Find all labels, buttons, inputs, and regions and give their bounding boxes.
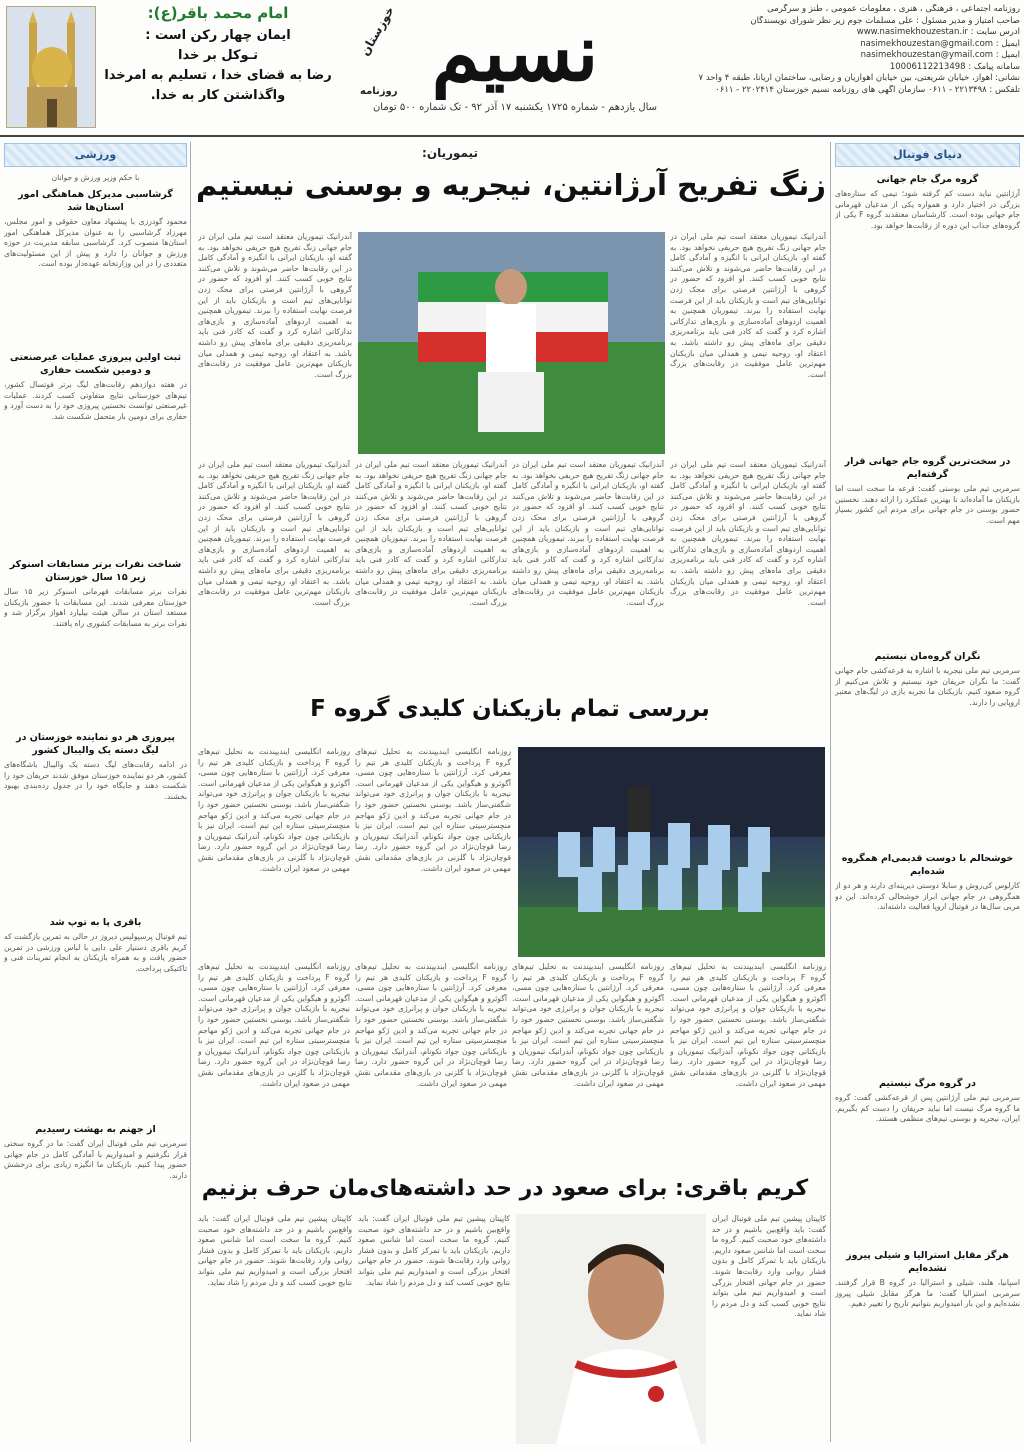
newspaper-logo: نسیم <box>431 8 599 99</box>
article-body: اسپانیا، هلند، شیلی و استرالیا در گروه B قرار گرفتند. سرمربی استرالیا گفت: ما هرگز مقابل شیلی پیروز نشده‌ایم و این بار امیدواریم بتوانیم تاریخ را تغییر دهیم. <box>835 1278 1020 1309</box>
argentina-team-photo <box>518 747 825 957</box>
info-line: آدرس سایت : www.nasimekhouzestan.ir <box>856 27 1020 37</box>
quote-line: واگذاشتن کار به خدا. <box>150 88 286 103</box>
logo-prefix: روزنامه <box>360 86 398 97</box>
article-headline: در گروه مرگ نیستیم <box>878 1078 977 1089</box>
main-kicker: تیموریان: <box>422 146 478 160</box>
world-football-header: دنیای فوتبال <box>835 143 1020 167</box>
group-f-body-col-5: روزنامه انگلیسی ایندیپندنت به تحلیل تیم‌های گروه F پرداخت و بازیکنان کلیدی هر تیم را معرفی کرد. آرژانتین با ستاره‌هایی چون مسی، آگوئرو و هیگواین یکی از مدعیان قهرمانی است. نیجریه با بازیکنان جوان و پرانرژی خود می‌تواند شگفتی‌ساز باشد. بوسنی نخستین حضور خود را در جام جهانی تجربه می‌کند و ادین ژکو مهاجم منچسترسیتی ستاره این تیم است. ایران نیز با بازیکنانی چون جواد نکونام، آندرانیک تیموریان و رضا قوچان‌نژاد در این گروه حضور دارد. رضا قوچان‌نژاد با گلزنی در بازی‌های مقدماتی نقش مهمی در صعود ایران داشت. <box>355 962 507 1088</box>
group-f-headline: بررسی تمام بازیکنان کلیدی گروه F <box>310 696 710 722</box>
article-body: آرژانتین نباید دست کم گرفته شود؛ تیمی که ستاره‌های بزرگی در اختیار دارد و همواره یکی از مدعیان قهرمانی جام جهانی بوده است. کارشناسان معتقدند گروه F یکی از گروه‌های جذاب این دوره از رقابت‌ها خواهد بود. <box>835 189 1020 230</box>
article-headline: باقری پا به توپ شد <box>49 917 142 928</box>
bagheri-body-col-2: کاپیتان پیشین تیم ملی فوتبال ایران گفت: باید واقع‌بین باشیم و در حد داشته‌های خود صحبت کنیم. گروه ما سخت است اما شانس صعود داریم. بازیکنان باید با تمرکز کامل و بدون فشار روانی وارد رقابت‌ها شوند. حضور در جام جهانی افتخار بزرگی است و امیدواریم تیم ملی بتواند نتایج خوبی کسب کند و دل مردم را شاد نماید. <box>358 1214 510 1287</box>
karim-bagheri-photo <box>516 1214 706 1444</box>
main-body-col-4: آندرانیک تیموریان معتقد است تیم ملی ایران در جام جهانی زنگ تفریح هیچ حریفی نخواهد بود. به گفته او، بازیکنان ایرانی با انگیزه و آمادگی کامل در این رقابت‌ها حاضر می‌شوند و تلاش می‌کنند نتایج خوبی کسب کنند. او افزود که حضور در گروهی با آرژانتین فرصتی برای محک زدن توانایی‌های تیم است و بازیکنان باید از این فرصت نهایت استفاده را ببرند. تیموریان همچنین به اهمیت اردوهای آماده‌سازی و بازی‌های تدارکاتی اشاره کرد و گفت که کادر فنی باید برنامه‌ریزی دقیقی برای ماه‌های پیش رو داشته باشد. به اعتقاد او، روحیه تیمی و همدلی میان بازیکنان مهم‌ترین عامل موفقیت در رقابت‌های بزرگ است. <box>512 460 664 607</box>
group-f-body-col-3: روزنامه انگلیسی ایندیپندنت به تحلیل تیم‌های گروه F پرداخت و بازیکنان کلیدی هر تیم را معرفی کرد. آرژانتین با ستاره‌هایی چون مسی، آگوئرو و هیگواین یکی از مدعیان قهرمانی است. نیجریه با بازیکنان جوان و پرانرژی خود می‌تواند شگفتی‌ساز باشد. بوسنی نخستین حضور خود را در جام جهانی تجربه می‌کند و ادین ژکو مهاجم منچسترسیتی ستاره این تیم است. ایران نیز با بازیکنانی چون جواد نکونام، آندرانیک تیموریان و رضا قوچان‌نژاد در این گروه حضور دارد. رضا قوچان‌نژاد با گلزنی در بازی‌های مقدماتی نقش مهمی در صعود ایران داشت. <box>670 962 826 1088</box>
main-body-col-5: آندرانیک تیموریان معتقد است تیم ملی ایران در جام جهانی زنگ تفریح هیچ حریفی نخواهد بود. به گفته او، بازیکنان ایرانی با انگیزه و آمادگی کامل در این رقابت‌ها حاضر می‌شوند و تلاش می‌کنند نتایج خوبی کسب کنند. او افزود که حضور در گروهی با آرژانتین فرصتی برای محک زدن توانایی‌های تیم است و بازیکنان باید از این فرصت نهایت استفاده را ببرند. تیموریان همچنین به اهمیت اردوهای آماده‌سازی و بازی‌های تدارکاتی اشاره کرد و گفت که کادر فنی باید برنامه‌ریزی دقیقی برای ماه‌های پیش رو داشته باشد. به اعتقاد او، روحیه تیمی و همدلی میان بازیکنان مهم‌ترین عامل موفقیت در رقابت‌های بزرگ است. <box>355 460 507 607</box>
article-body: سرمربی تیم ملی آرژانتین پس از قرعه‌کشی گفت: گروه ما گروه مرگ نیست اما نباید حریفان را دست کم بگیریم. ایران، نیجریه و بوسنی تیم‌های منظمی هستند. <box>835 1093 1020 1124</box>
article-headline: گروه مرگ جام جهانی <box>876 174 979 185</box>
sports-column-header: ورزشی <box>4 143 187 167</box>
shrine-image <box>6 6 96 128</box>
article-body: در ادامه رقابت‌های لیگ دسته یک والیبال باشگاه‌های کشور، هر دو نماینده خوزستان موفق شدند حریفان خود را شکست دهند و جایگاه خود را در جدول رده‌بندی بهبود بخشند. <box>4 760 187 801</box>
article-headline: هرگز مقابل استرالیا و شیلی پیروز نشده‌ایم <box>846 1250 1009 1274</box>
quote-title: امام محمد باقر(ع): <box>147 4 289 22</box>
bagheri-body-col-3: کاپیتان پیشین تیم ملی فوتبال ایران گفت: باید واقع‌بین باشیم و در حد داشته‌های خود صحبت کنیم. گروه ما سخت است اما شانس صعود داریم. بازیکنان باید با تمرکز کامل و بدون فشار روانی وارد رقابت‌ها شوند. حضور در جام جهانی افتخار بزرگی است و امیدواریم تیم ملی بتواند نتایج خوبی کسب کند و دل مردم را شاد نماید. <box>198 1214 352 1287</box>
quote-box <box>100 4 336 130</box>
info-line: نشانی: اهواز، خیابان شریعتی، بین خیابان اهوازیان و رضایی، ساختمان آریانا، طبقه ۴ واحد ۷ <box>698 73 1020 83</box>
world-football-column <box>835 143 1020 1443</box>
bagheri-headline: کریم باقری: برای صعود در حد داشته‌های‌مان حرف بزنیم <box>201 1176 809 1201</box>
article-headline: گرشاسبی مدیرکل هماهنگی امور استان‌ها شد <box>18 189 173 213</box>
article-headline: شناخت نفرات برتر مسابقات اسنوکر زیر ۱۵ سال خوزستان <box>9 559 182 583</box>
publisher-info <box>690 4 1020 96</box>
quote-line: تـوکل بر خدا <box>178 48 258 63</box>
article-headline: نگران گروه‌مان نیستیم <box>874 651 981 662</box>
bagheri-body-col-1: کاپیتان پیشین تیم ملی فوتبال ایران گفت: باید واقع‌بین باشیم و در حد داشته‌های خود صحبت کنیم. گروه ما سخت است اما شانس صعود داریم. بازیکنان باید با تمرکز کامل و بدون فشار روانی وارد رقابت‌ها شوند. حضور در جام جهانی افتخار بزرگی است و امیدواریم تیم ملی بتواند نتایج خوبی کسب کند و دل مردم را شاد نماید. <box>712 1214 826 1319</box>
article-headline: از جهنم به بهشت رسیدیم <box>35 1124 156 1135</box>
article-headline: پیروزی هر دو نماینده خوزستان در لیگ دسته یک والیبال کشور <box>16 732 175 756</box>
article-body: نفرات برتر مسابقات قهرمانی اسنوکر زیر ۱۵ سال خوزستان معرفی شدند. این مسابقات با حضور بازیکنان مستعد استان در سالن هیئت بیلیارد اهواز برگزار شد و نفرات برتر به مسابقات کشوری راه یافتند. <box>4 587 187 628</box>
quote-line: رضا به قضای خدا ، تسلیم به امرخدا <box>104 68 332 83</box>
main-body-col-3: آندرانیک تیموریان معتقد است تیم ملی ایران در جام جهانی زنگ تفریح هیچ حریفی نخواهد بود. به گفته او، بازیکنان ایرانی با انگیزه و آمادگی کامل در این رقابت‌ها حاضر می‌شوند و تلاش می‌کنند نتایج خوبی کسب کنند. او افزود که حضور در گروهی با آرژانتین فرصتی برای محک زدن توانایی‌های تیم است و بازیکنان باید از این فرصت نهایت استفاده را ببرند. تیموریان همچنین به اهمیت اردوهای آماده‌سازی و بازی‌های تدارکاتی اشاره کرد و گفت که کادر فنی باید برنامه‌ریزی دقیقی برای ماه‌های پیش رو داشته باشد. به اعتقاد او، روحیه تیمی و همدلی میان بازیکنان مهم‌ترین عامل موفقیت در رقابت‌های بزرگ است. <box>670 460 826 607</box>
article-headline: خوشحالم با دوست قدیمی‌ام همگروه شده‌ایم <box>841 853 1014 877</box>
article-headline: در سخت‌ترین گروه جام جهانی قرار گرفته‌ایم <box>844 456 1011 480</box>
article-body: در هفته دوازدهم رقابت‌های لیگ برتر فوتسال کشور، تیم‌های خوزستانی نتایج متفاوتی کسب کردند. عملیات غیرصنعتی توانست نخستین پیروزی خود را به دست آورد و حفاری برای دومین بار متحمل شکست شد. <box>4 380 187 421</box>
column-divider <box>190 142 191 1442</box>
masthead <box>0 0 1024 137</box>
main-body-col-2: آندرانیک تیموریان معتقد است تیم ملی ایران در جام جهانی زنگ تفریح هیچ حریفی نخواهد بود. به گفته او، بازیکنان ایرانی با انگیزه و آمادگی کامل در این رقابت‌ها حاضر می‌شوند و تلاش می‌کنند نتایج خوبی کسب کنند. او افزود که حضور در گروهی با آرژانتین فرصتی برای محک زدن توانایی‌های تیم است و بازیکنان باید از این فرصت نهایت استفاده را ببرند. تیموریان همچنین به اهمیت اردوهای آماده‌سازی و بازی‌های تدارکاتی اشاره کرد و گفت که کادر فنی باید برنامه‌ریزی دقیقی برای ماه‌های پیش رو داشته باشد. به اعتقاد او، روحیه تیمی و همدلی میان بازیکنان مهم‌ترین عامل موفقیت در رقابت‌های بزرگ است. <box>198 232 352 379</box>
article-body: سرمربی تیم ملی بوسنی گفت: قرعه ما سخت است اما بازیکنان ما آماده‌اند تا بهترین عملکرد را ارائه دهند. نخستین حضور بوسنی در جام جهانی برای مردم این کشور بسیار مهم است. <box>835 484 1020 525</box>
group-f-body-col-1: روزنامه انگلیسی ایندیپندنت به تحلیل تیم‌های گروه F پرداخت و بازیکنان کلیدی هر تیم را معرفی کرد. آرژانتین با ستاره‌هایی چون مسی، آگوئرو و هیگواین یکی از مدعیان قهرمانی است. نیجریه با بازیکنان جوان و پرانرژی خود می‌تواند شگفتی‌ساز باشد. بوسنی نخستین حضور خود را در جام جهانی تجربه می‌کند و ادین ژکو مهاجم منچسترسیتی ستاره این تیم است. ایران نیز با بازیکنانی چون جواد نکونام، آندرانیک تیموریان و رضا قوچان‌نژاد در این گروه حضور دارد. رضا قوچان‌نژاد با گلزنی در بازی‌های مقدماتی نقش مهمی در صعود ایران داشت. <box>355 747 511 873</box>
article-body: تیم فوتبال پرسپولیس دیروز در حالی به تمرین بازگشت که کریم باقری دستیار علی دایی با لباس ورزشی در تمرین حضور یافت و به همراه بازیکنان به انجام تمرینات فنی و تاکتیکی پرداخت. <box>4 932 187 973</box>
main-photo-player-with-flag <box>358 232 665 454</box>
group-f-body-col-2: روزنامه انگلیسی ایندیپندنت به تحلیل تیم‌های گروه F پرداخت و بازیکنان کلیدی هر تیم را معرفی کرد. آرژانتین با ستاره‌هایی چون مسی، آگوئرو و هیگواین یکی از مدعیان قهرمانی است. نیجریه با بازیکنان جوان و پرانرژی خود می‌تواند شگفتی‌ساز باشد. بوسنی نخستین حضور خود را در جام جهانی تجربه می‌کند و ادین ژکو مهاجم منچسترسیتی ستاره این تیم است. ایران نیز با بازیکنانی چون جواد نکونام، آندرانیک تیموریان و رضا قوچان‌نژاد در این گروه حضور دارد. رضا قوچان‌نژاد با گلزنی در بازی‌های مقدماتی نقش مهمی در صعود ایران داشت. <box>198 747 350 873</box>
info-line: صاحب امتیاز و مدیر مسئول : علی مسلمات جوم زیر نظر شورای نویسندگان <box>750 15 1020 26</box>
info-line: ایمیل : nasimekhouzestan@ymail.com <box>860 50 1020 60</box>
article-body: کارلوس کی‌روش و سابلا دوستی دیرینه‌ای دارند و هر دو از همگروهی در جام جهانی ابراز خوشحالی کرده‌اند. این دو مربی سال‌ها در فوتبال اروپا فعالیت داشته‌اند. <box>835 881 1020 912</box>
group-f-body-col-6: روزنامه انگلیسی ایندیپندنت به تحلیل تیم‌های گروه F پرداخت و بازیکنان کلیدی هر تیم را معرفی کرد. آرژانتین با ستاره‌هایی چون مسی، آگوئرو و هیگواین یکی از مدعیان قهرمانی است. نیجریه با بازیکنان جوان و پرانرژی خود می‌تواند شگفتی‌ساز باشد. بوسنی نخستین حضور خود را در جام جهانی تجربه می‌کند و ادین ژکو مهاجم منچسترسیتی ستاره این تیم است. ایران نیز با بازیکنانی چون جواد نکونام، آندرانیک تیموریان و رضا قوچان‌نژاد در این گروه حضور دارد. رضا قوچان‌نژاد با گلزنی در بازی‌های مقدماتی نقش مهمی در صعود ایران داشت. <box>198 962 350 1088</box>
info-line: ایمیل : nasimekhouzestan@gmail.com <box>860 38 1020 49</box>
article-body: سرمربی تیم ملی نیجریه با اشاره به قرعه‌کشی جام جهانی گفت: ما نگران حریفان خود نیستیم و تلاش می‌کنیم از گروه صعود کنیم. بازیکنان ما تجربه بازی در لیگ‌های معتبر اروپایی را دارند. <box>835 666 1020 707</box>
logo-sub: خوزستان <box>357 3 397 59</box>
main-headline: زنگ تفریح آرژانتین، نیجریه و بوسنی نیستیم <box>196 168 826 202</box>
article-body: محمود گودرزی با پیشنهاد معاون حقوقی و امور مجلس، مهرزاد گرشاسبی را به عنوان مدیرکل هماهنگی امور استان‌ها منصوب کرد. گرشاسبی سابقه مدیریت در حوزه ورزش و جوانان را دارد و پیش از این مسئولیت‌های متعددی را در این وزارتخانه عهده‌دار بوده است. <box>4 217 187 269</box>
info-line: روزنامه اجتماعی ، فرهنگی ، هنری ، معلومات عمومی ، طنز و سرگرمی <box>767 4 1020 14</box>
main-body-col-6: آندرانیک تیموریان معتقد است تیم ملی ایران در جام جهانی زنگ تفریح هیچ حریفی نخواهد بود. به گفته او، بازیکنان ایرانی با انگیزه و آمادگی کامل در این رقابت‌ها حاضر می‌شوند و تلاش می‌کنند نتایج خوبی کسب کنند. او افزود که حضور در گروهی با آرژانتین فرصتی برای محک زدن توانایی‌های تیم است و بازیکنان باید از این فرصت نهایت استفاده را ببرند. تیموریان همچنین به اهمیت اردوهای آماده‌سازی و بازی‌های تدارکاتی اشاره کرد و گفت که کادر فنی باید برنامه‌ریزی دقیقی برای ماه‌های پیش رو داشته باشد. به اعتقاد او، روحیه تیمی و همدلی میان بازیکنان مهم‌ترین عامل موفقیت در رقابت‌های بزرگ است. <box>198 460 350 607</box>
info-line: تلفکس : ۲۲۱۳۴۹۸ - ۰۶۱۱ سازمان آگهی های روزنامه نسیم خوزستان ۲۲۰۲۴۱۴ - ۰۶۱۱ <box>715 84 1020 95</box>
column-divider <box>830 142 831 1442</box>
article-headline: ثبت اولین پیروزی عملیات غیرصنعتی و دومین شکست حفاری <box>9 352 182 376</box>
article-body: سرمربی تیم ملی فوتبال ایران گفت: ما در گروه سختی قرار نگرفتیم و امیدواریم با آمادگی کامل در جام جهانی حضور پیدا کنیم. بازیکنان ما انگیزه زیادی برای درخشش دارند. <box>4 1139 187 1180</box>
article-kicker: با حکم وزیر ورزش و جوانان <box>51 173 140 182</box>
issue-line: سال یازدهم - شماره ۱۷۲۵ یکشنبه ۱۷ آذر ۹۲ - تک شماره ۵۰۰ تومان <box>372 102 658 113</box>
main-body-col-1: آندرانیک تیموریان معتقد است تیم ملی ایران در جام جهانی زنگ تفریح هیچ حریفی نخواهد بود. به گفته او، بازیکنان ایرانی با انگیزه و آمادگی کامل در این رقابت‌ها حاضر می‌شوند و تلاش می‌کنند نتایج خوبی کسب کنند. او افزود که حضور در گروهی با آرژانتین فرصتی برای محک زدن توانایی‌های تیم است و بازیکنان باید از این فرصت نهایت استفاده را ببرند. تیموریان همچنین به اهمیت اردوهای آماده‌سازی و بازی‌های تدارکاتی اشاره کرد و گفت که کادر فنی باید برنامه‌ریزی دقیقی برای ماه‌های پیش رو داشته باشد. به اعتقاد او، روحیه تیمی و همدلی میان بازیکنان مهم‌ترین عامل موفقیت در رقابت‌های بزرگ است. <box>670 232 826 379</box>
quote-line: ایمان چهار رکن است : <box>145 28 291 43</box>
group-f-body-col-4: روزنامه انگلیسی ایندیپندنت به تحلیل تیم‌های گروه F پرداخت و بازیکنان کلیدی هر تیم را معرفی کرد. آرژانتین با ستاره‌هایی چون مسی، آگوئرو و هیگواین یکی از مدعیان قهرمانی است. نیجریه با بازیکنان جوان و پرانرژی خود می‌تواند شگفتی‌ساز باشد. بوسنی نخستین حضور خود را در جام جهانی تجربه می‌کند و ادین ژکو مهاجم منچسترسیتی ستاره این تیم است. ایران نیز با بازیکنانی چون جواد نکونام، آندرانیک تیموریان و رضا قوچان‌نژاد در این گروه حضور دارد. رضا قوچان‌نژاد با گلزنی در بازی‌های مقدماتی نقش مهمی در صعود ایران داشت. <box>512 962 664 1088</box>
sports-column <box>4 143 187 1443</box>
info-line: سامانه پیامک : 10006112213498 <box>889 61 1020 72</box>
